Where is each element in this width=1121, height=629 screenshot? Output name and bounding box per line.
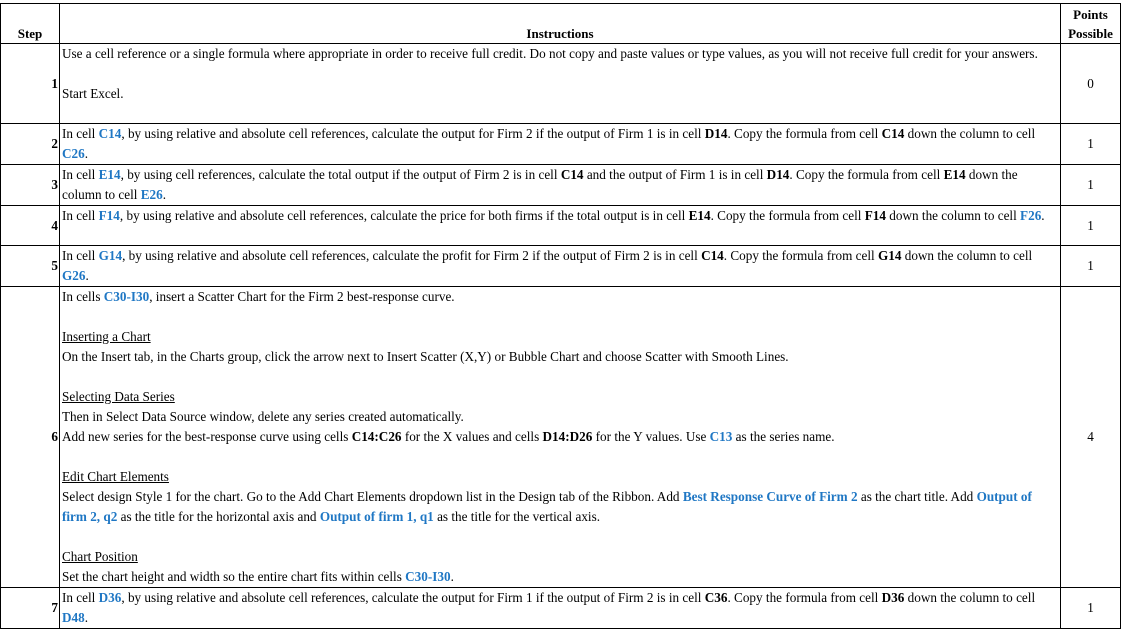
cell-ref: C14 — [98, 126, 122, 141]
text: for the X values and cells — [401, 429, 543, 444]
points-value: 1 — [1061, 124, 1121, 165]
text: . — [450, 569, 454, 584]
text: , insert a Scatter Chart for the Firm 2 best-response curve. — [149, 289, 455, 304]
text: down the column to cell — [62, 167, 1018, 202]
text: . Copy the formula from cell — [723, 248, 878, 263]
text: In cell — [62, 248, 99, 263]
text: down the column to cell — [901, 248, 1033, 263]
text: as the series name. — [732, 429, 835, 444]
section-heading: Chart Position — [62, 549, 138, 564]
instruction-cell — [60, 206, 1061, 246]
section-heading: Edit Chart Elements — [62, 469, 169, 484]
text: . — [1041, 208, 1045, 223]
cell-ref-bold: C14 — [701, 248, 724, 263]
text: as the title for the vertical axis. — [433, 509, 601, 524]
text: Add new series for the best-response curve using cells — [62, 429, 352, 444]
cell-ref-bold: D14 — [704, 126, 728, 141]
text: down the column to cell — [886, 208, 1021, 223]
cell-ref-bold: C14 — [560, 167, 584, 182]
text: Select design Style 1 for the chart. Go to the Add Chart Elements dropdown list in the Design tab of the Ribbon. Add — [62, 489, 683, 504]
step-number: 1 — [1, 44, 60, 124]
step-number: 7 — [1, 588, 60, 629]
points-value: 1 — [1061, 588, 1121, 629]
cell-ref: C13 — [709, 429, 733, 444]
text: for the Y values. Use — [592, 429, 710, 444]
text: , by using relative and absolute cell references, calculate the output for Firm 1 if the output of Firm 2 is in cell — [121, 590, 705, 605]
instruction-line — [62, 287, 1060, 307]
table-row — [1, 246, 1121, 287]
cell-ref-bold: E14 — [943, 167, 966, 182]
instruction-text: Start Excel. — [62, 86, 124, 101]
blank-line — [62, 367, 1060, 387]
cell-ref-bold: E14 — [688, 208, 711, 223]
header-row — [1, 4, 1121, 44]
points-value: 1 — [1061, 206, 1121, 246]
cell-ref-bold: C36 — [704, 590, 728, 605]
cell-ref-bold: C14 — [881, 126, 905, 141]
instruction-text: Then in Select Data Source window, delete any series created automatically. — [62, 409, 464, 424]
instruction-cell — [60, 124, 1061, 165]
instruction-line — [62, 427, 1060, 447]
blank-line — [62, 64, 1060, 84]
cell-ref: D48 — [62, 610, 85, 625]
header-points: Points Possible — [1061, 4, 1121, 44]
text: as the title for the horizontal axis and — [117, 509, 320, 524]
cell-ref-bold: D36 — [881, 590, 905, 605]
cell-ref-bold: D14 — [766, 167, 790, 182]
blank-line — [62, 447, 1060, 467]
cell-ref-bold: D14:D26 — [542, 429, 593, 444]
points-value: 1 — [1061, 165, 1121, 206]
points-value: 1 — [1061, 246, 1121, 287]
cell-ref: G26 — [62, 268, 86, 283]
blank-line — [62, 527, 1060, 547]
instruction-text: On the Insert tab, in the Charts group, click the arrow next to Insert Scatter (X,Y) or Bubble Chart and choose Scatter with Smooth Lines. — [62, 349, 789, 364]
table-row — [1, 124, 1121, 165]
text: . — [84, 146, 89, 161]
table-row — [1, 287, 1121, 588]
text: . — [85, 268, 89, 283]
step-number: 4 — [1, 206, 60, 246]
step-number: 5 — [1, 246, 60, 287]
instruction-line — [62, 567, 1060, 587]
text: In cell — [62, 167, 99, 182]
text: In cell — [62, 590, 99, 605]
cell-ref-bold: G14 — [877, 248, 902, 263]
text: , by using cell references, calculate the total output if the output of Firm 2 is in cell — [120, 167, 561, 182]
instruction-cell — [60, 287, 1061, 588]
text: . Copy the formula from cell — [789, 167, 944, 182]
cell-ref-bold: C14:C26 — [351, 429, 402, 444]
text: . Copy the formula from cell — [727, 590, 882, 605]
text: , by using relative and absolute cell references, calculate the profit for Firm 2 if the output of Firm 2 is in cell — [122, 248, 702, 263]
step-number: 2 — [1, 124, 60, 165]
cell-ref: F14 — [98, 208, 120, 223]
cell-ref-bold: F14 — [864, 208, 886, 223]
highlight-text: Output of firm 1, q1 — [319, 509, 434, 524]
table-row — [1, 165, 1121, 206]
instruction-cell — [60, 165, 1061, 206]
text: . — [162, 187, 167, 202]
table-row — [1, 206, 1121, 246]
text: and the output of Firm 1 is in cell — [583, 167, 767, 182]
table-row — [1, 588, 1121, 629]
cell-ref: D36 — [98, 590, 122, 605]
cell-ref: C30-I30 — [405, 569, 451, 584]
step-number: 6 — [1, 287, 60, 588]
text: . Copy the formula from cell — [727, 126, 882, 141]
cell-ref: G14 — [98, 248, 123, 263]
text: , by using relative and absolute cell references, calculate the price for both firms if the total output is in cell — [119, 208, 689, 223]
step-number: 3 — [1, 165, 60, 206]
text: In cell — [62, 126, 99, 141]
highlight-text: Output of firm 2, q2 — [62, 489, 1032, 524]
instructions-table — [0, 3, 1121, 629]
header-step: Step — [1, 4, 60, 44]
cell-ref: F26 — [1020, 208, 1042, 223]
text: down the column to cell — [904, 590, 1036, 605]
text: as the chart title. Add — [857, 489, 977, 504]
highlight-text: Best Response Curve of Firm 2 — [682, 489, 858, 504]
text: . — [84, 610, 89, 625]
text: , by using relative and absolute cell references, calculate the output for Firm 2 if the output of Firm 1 is in cell — [121, 126, 705, 141]
instruction-cell — [60, 588, 1061, 629]
section-heading: Inserting a Chart — [62, 329, 151, 344]
text: In cells — [62, 289, 104, 304]
header-instructions: Instructions — [60, 4, 1061, 44]
cell-ref: E26 — [140, 187, 163, 202]
instruction-cell — [60, 246, 1061, 287]
text: Set the chart height and width so the entire chart fits within cells — [62, 569, 406, 584]
instruction-line — [62, 487, 1060, 527]
points-value: 4 — [1061, 287, 1121, 588]
instruction-cell — [60, 44, 1061, 124]
text: down the column to cell — [904, 126, 1036, 141]
cell-ref: E14 — [98, 167, 121, 182]
table-row — [1, 44, 1121, 124]
section-heading: Selecting Data Series — [62, 389, 175, 404]
text: In cell — [62, 208, 99, 223]
text: . Copy the formula from cell — [710, 208, 865, 223]
blank-line — [62, 307, 1060, 327]
cell-ref: C30-I30 — [103, 289, 150, 304]
instruction-text: Use a cell reference or a single formula where appropriate in order to receive full credit. Do not copy and paste values or type values, as you will not receive full credit for your answers. — [62, 46, 1038, 61]
cell-ref: C26 — [62, 146, 85, 161]
points-value: 0 — [1061, 44, 1121, 124]
